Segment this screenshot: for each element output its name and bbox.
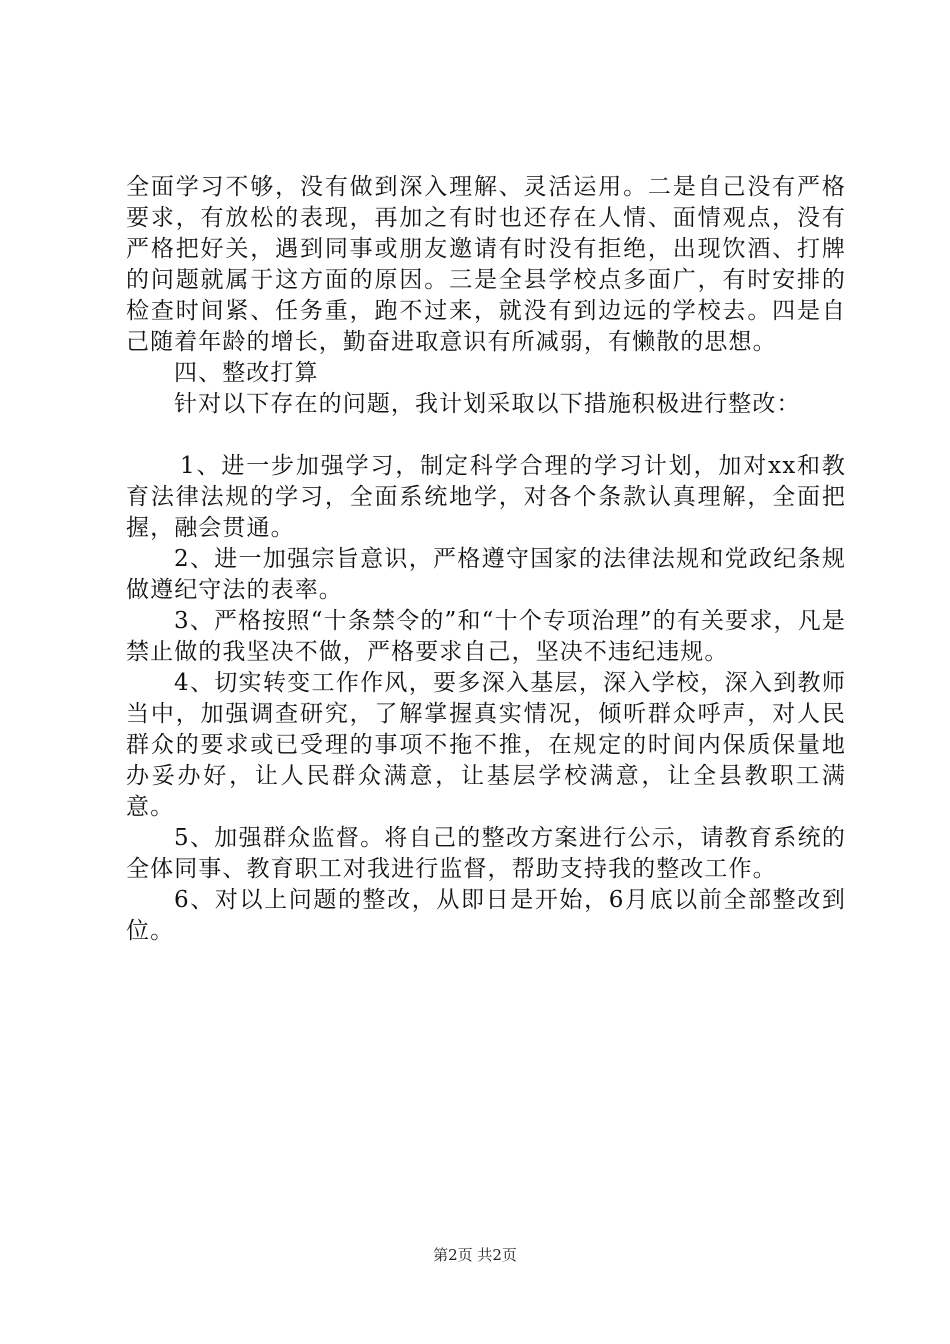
document-body	[126, 172, 846, 947]
paragraph-intro: 针对以下存在的问题，我计划采取以下措施积极进行整改：	[174, 391, 801, 417]
section-heading-rectification-plan: 四、整改打算	[174, 360, 319, 386]
list-item-3: 3、严格按照“十条禁令的”和“十个专项治理”的有关要求，凡是禁止做的我坚决不做，严格要求自己，坚决不违纪违规。	[126, 608, 846, 665]
list-item-5: 5、加强群众监督。将自己的整改方案进行公示，请教育系统的全体同事、教育职工对我进行监督，帮助支持我的整改工作。	[126, 825, 846, 882]
list-item-6: 6、对以上问题的整改，从即日是开始，6月底以前全部整改到位。	[126, 887, 846, 944]
paragraph-spacer	[126, 420, 846, 451]
list-item-1: 1、进一步加强学习，制定科学合理的学习计划，加对xx和教育法律法规的学习，全面系统地学，对各个条款认真理解，全面把握，融会贯通。	[126, 453, 846, 541]
paragraph-analysis-continued: 全面学习不够，没有做到深入理解、灵活运用。二是自己没有严格要求，有放松的表现，再加之有时也还存在人情、面情观点，没有严格把好关，遇到同事或朋友邀请有时没有拒绝，出现饮酒、打牌的问题就属于这方面的原因。三是全县学校点多面广，有时安排的检查时间紧、任务重，跑不过来，就没有到边远的学校去。四是自己随着年龄的增长，勤奋进取意识有所减弱，有懒散的思想。	[126, 174, 846, 355]
page-number-footer: 第2页 共2页	[433, 1246, 517, 1264]
list-item-4: 4、切实转变工作作风，要多深入基层，深入学校，深入到教师当中，加强调查研究，了解掌握真实情况，倾听群众呼声，对人民群众的要求或已受理的事项不拖不推，在规定的时间内保质保量地办妥办好，让人民群众满意，让基层学校满意，让全县教职工满意。	[126, 670, 846, 820]
list-item-2: 2、进一加强宗旨意识，严格遵守国家的法律法规和党政纪条规做遵纪守法的表率。	[126, 546, 846, 603]
